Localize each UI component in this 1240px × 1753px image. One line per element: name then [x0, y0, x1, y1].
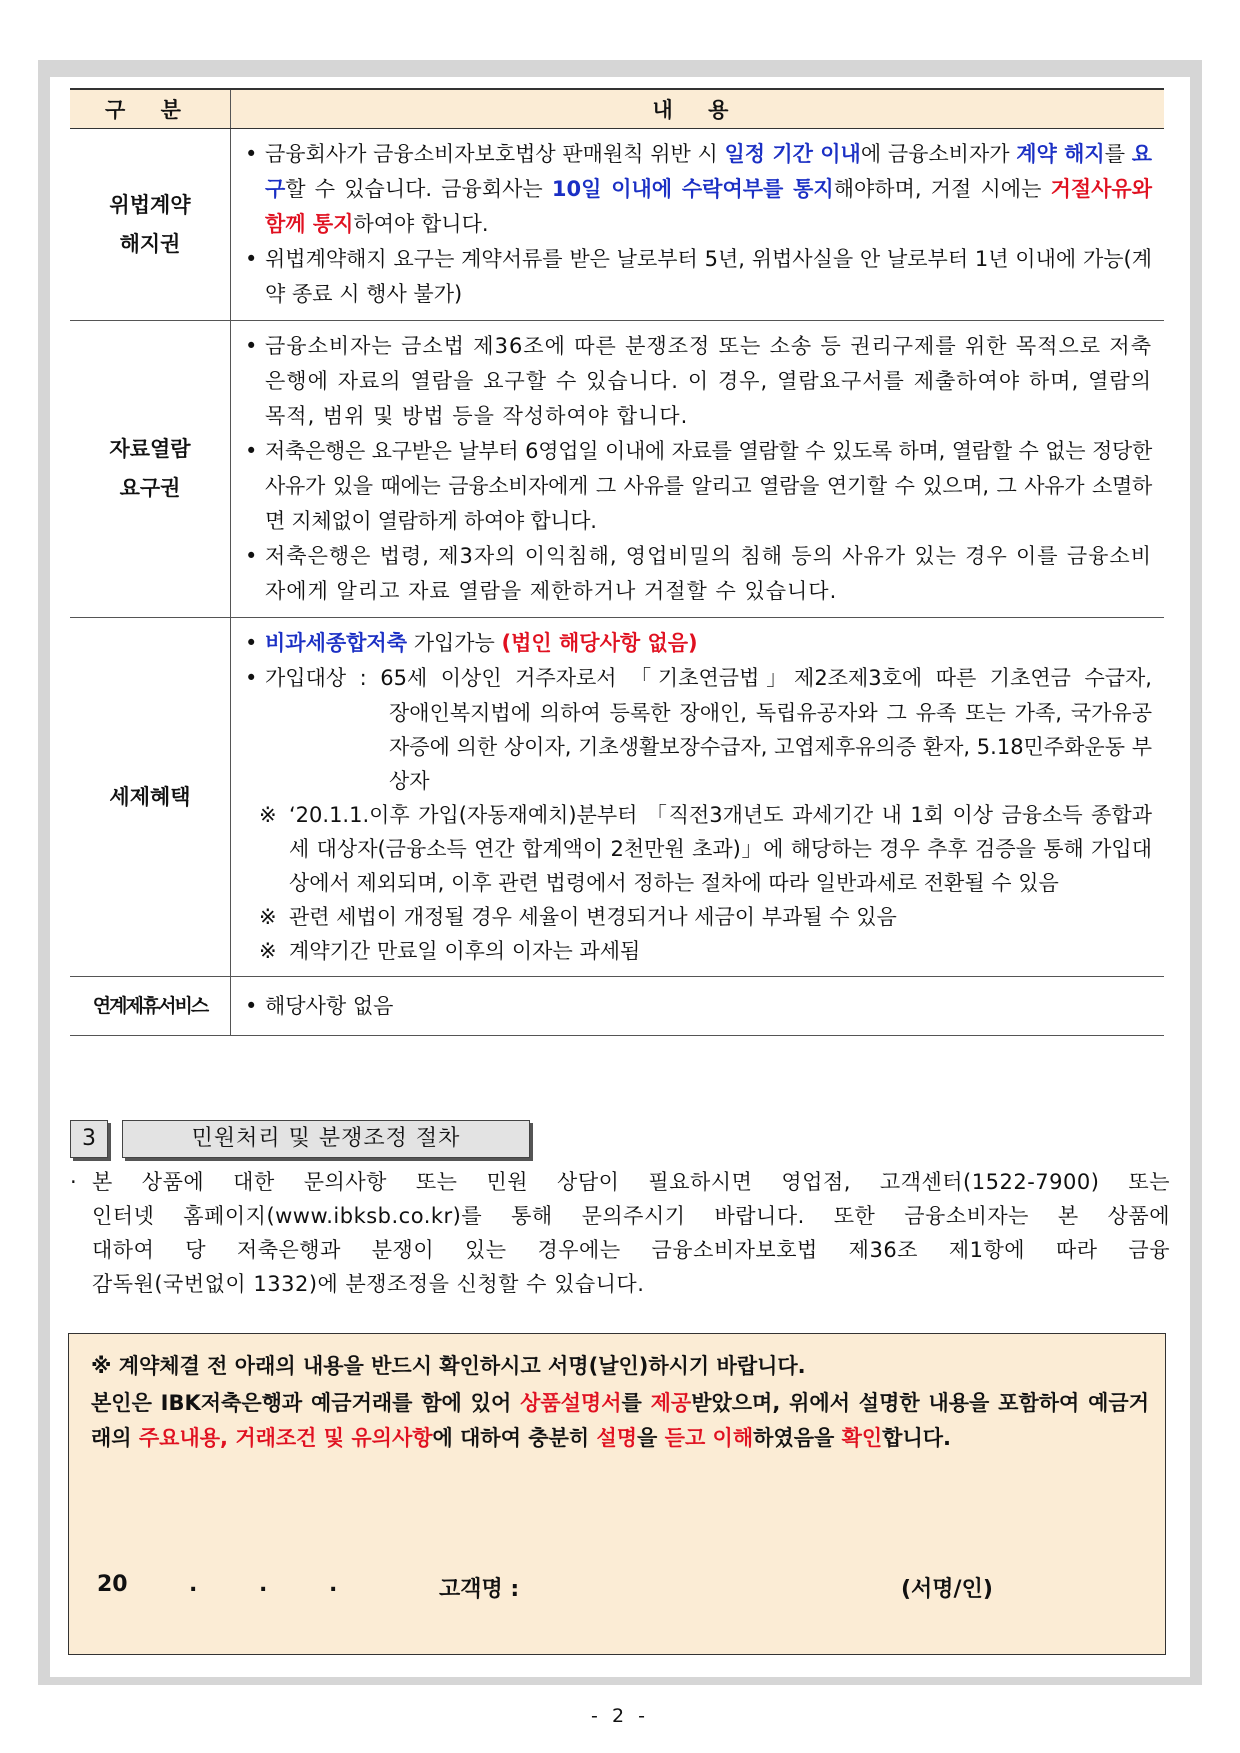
date-separator: . [189, 1572, 198, 1597]
header-category: 구 분 [70, 89, 231, 129]
row-category: 위법계약 해지권 [70, 129, 231, 321]
row-content [231, 129, 1165, 321]
date-year: 20 [97, 1572, 128, 1597]
row-category: 세제혜택 [70, 618, 231, 977]
paragraph-line: 감독원(국번없이 1332)에 분쟁조정을 신청할 수 있습니다. [92, 1272, 645, 1296]
bullet-item: • 저축은행은 요구받은 날부터 6영업일 이내에 자료를 열람할 수 있도록 하며, 열람할 수 없는 정당한 사유가 있을 때에는 금융소비자에게 그 사유를 알리고 열람을 연기할 수 있으며, 그 사유가 소멸하면 지체없이 열람하게 하여야 합니다. [245, 434, 1152, 539]
header-content: 내 용 [231, 89, 1165, 129]
row-content [231, 977, 1165, 1036]
signature-label: (서명/인) [901, 1577, 993, 1602]
table-row [70, 129, 1164, 321]
note-item: ※ 계약기간 만료일 이후의 이자는 과세됨 [259, 939, 641, 963]
bullet-item: • 위법계약해지 요구는 계약서류를 받은 날로부터 5년, 위법사실을 안 날로부터 1년 이내에 가능(계약 종료 시 행사 불가) [245, 242, 1152, 312]
table-header [70, 89, 1164, 129]
table-row [70, 977, 1164, 1036]
info-table [70, 88, 1164, 1036]
confirmation-box [68, 1333, 1166, 1655]
bullet-item: • 금융회사가 금융소비자보호법상 판매원칙 위반 시 일정 기간 이내에 금융소비자가 계약 해지를 요구할 수 있습니다. 금융회사는 10일 이내에 수락여부를 통지해야하며, 거절 시에는 거절사유와 함께 통지하여야 합니다. [245, 137, 1152, 242]
table-row [70, 321, 1164, 618]
note-item: ※ ‘20.1.1.이후 가입(자동재예치)분부터 「직전3개년도 과세기간 내 1회 이상 금융소득 종합과세 대상자(금융소득 연간 합계액이 2천만원 초과)」에 해당하는 경우 추후 검증을 통해 가입대상에서 제외되며, 이후 관련 법령에서 정하는 절차에 따라 일반과세로 전환될 수 있음 [259, 803, 1152, 895]
section-title: 민원처리 및 분쟁조정 절차 [122, 1120, 530, 1158]
paragraph-line: 대하여 당 저축은행과 분쟁이 있는 경우에는 금융소비자보호법 제36조 제1항에 따라 금융 [92, 1238, 1170, 1262]
customer-name-field[interactable] [529, 1576, 909, 1602]
note-item: ※ 관련 세법이 개정될 경우 세율이 변경되거나 세금이 부과될 수 있음 [259, 905, 897, 929]
bullet-item: • 비과세종합저축 가입가능 (법인 해당사항 없음) [245, 626, 1152, 661]
section-3-paragraph [70, 1165, 1170, 1301]
paragraph-line: 인터넷 홈페이지(www.ibksb.co.kr)를 통해 문의주시기 바랍니다. 또한 금융소비자는 본 상품에 [92, 1204, 1170, 1228]
bullet-continuation: 장애인복지법에 의하여 등록한 장애인, 독립유공자와 그 유족 또는 가족, 국가유공자증에 의한 상이자, 기초생활보장수급자, 고엽제후유의증 환자, 5.18민주화운동 부상자 [389, 701, 1152, 793]
bullet-item: • 저축은행은 법령, 제3자의 이익침해, 영업비밀의 침해 등의 사유가 있는 경우 이를 금융소비자에게 알리고 자료 열람을 제한하거나 거절할 수 있습니다. [245, 539, 1152, 609]
row-category: 자료열람 요구권 [70, 321, 231, 618]
row-category: 연계제휴서비스 [70, 977, 231, 1036]
bullet-item: • 금융소비자는 금소법 제36조에 따른 분쟁조정 또는 소송 등 권리구제를 위한 목적으로 저축은행에 자료의 열람을 요구할 수 있습니다. 이 경우, 열람요구서를 제출하여야 하며, 열람의 목적, 범위 및 방법 등을 작성하여야 합니다. [245, 329, 1152, 434]
table-row [70, 618, 1164, 977]
row-content [231, 321, 1165, 618]
bullet-item: • 해당사항 없음 [245, 989, 1152, 1024]
confirmation-statement: 본인은 IBK저축은행과 예금거래를 함에 있어 상품설명서를 제공받았으며, 위에서 설명한 내용을 포함하여 예금거래의 주요내용, 거래조건 및 유의사항에 대하여 충분히 설명을 듣고 이해하였음을 확인합니다. [91, 1391, 1149, 1450]
customer-name-label: 고객명 : [439, 1577, 520, 1602]
date-separator: . [329, 1572, 338, 1597]
confirmation-notice: ※ 계약체결 전 아래의 내용을 반드시 확인하시고 서명(날인)하시기 바랍니다. [91, 1354, 806, 1378]
page-number: - 2 - [591, 1705, 649, 1727]
date-separator: . [259, 1572, 268, 1597]
row-content [231, 618, 1165, 977]
paragraph-line: · 본 상품에 대한 문의사항 또는 민원 상담이 필요하시면 영업점, 고객센터(1522-7900) 또는 [70, 1170, 1170, 1194]
bullet-item: • 가입대상 : 65세 이상인 거주자로서 「기초연금법」제2조제3호에 따른 기초연금 수급자, [245, 661, 1152, 696]
section-number: 3 [70, 1120, 108, 1158]
